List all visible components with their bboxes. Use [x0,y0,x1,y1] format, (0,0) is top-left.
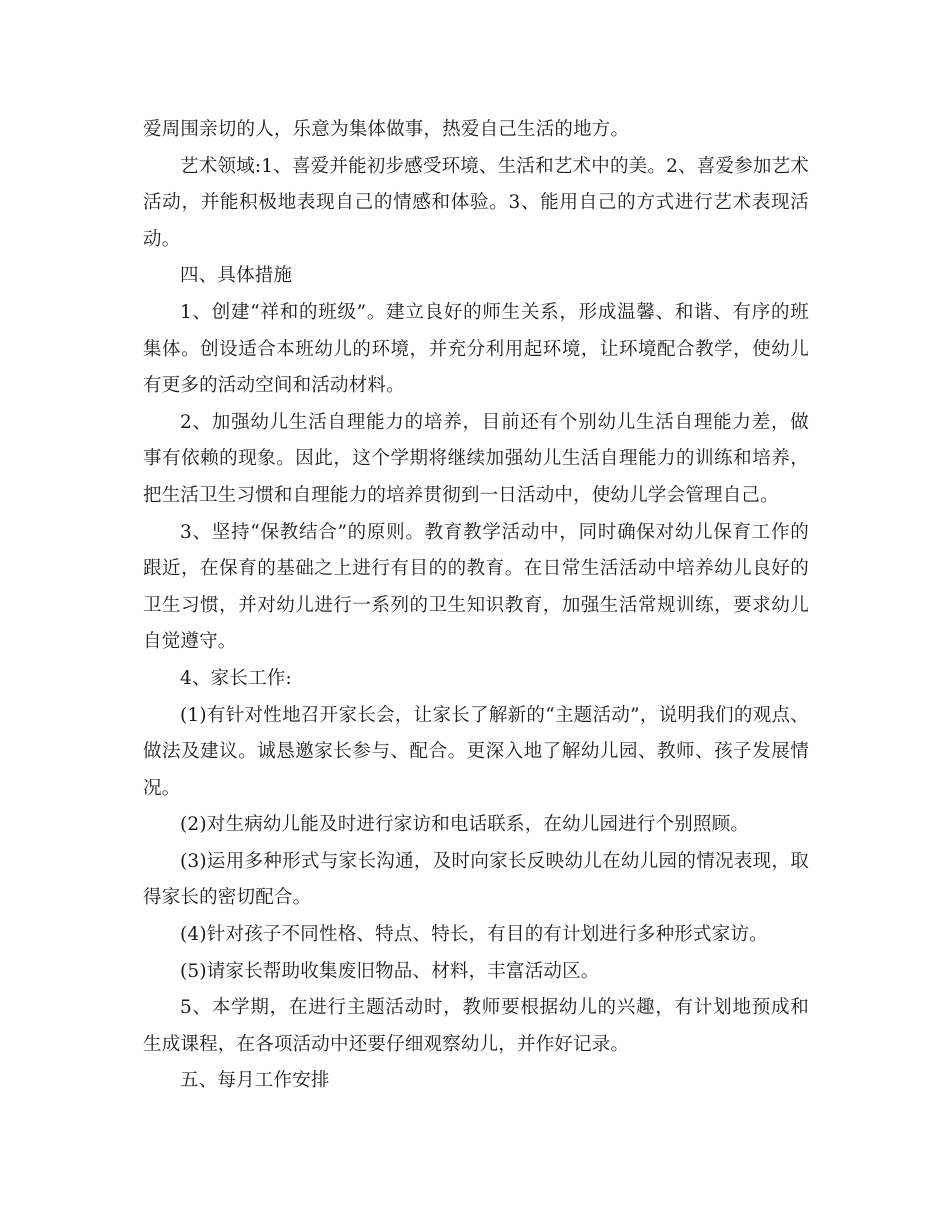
paragraph-subitem-5: (5)请家长帮助收集废旧物品、材料，丰富活动区。 [180,960,600,982]
section-heading-monthly-plan: 五、每月工作安排 [180,1070,330,1092]
paragraph-item-2: 2、加强幼儿生活自理能力的培养，目前还有个别幼儿生活自理能力差，做事有依赖的现象。因此，这个学期将继续加强幼儿生活自理能力的训练和培养，把生活卫生习惯和自理能力的培养贯彻到一日活动中，使幼儿学会管理自己。 [143,411,809,506]
paragraph-continuation: 爱周围亲切的人，乐意为集体做事，热爱自己生活的地方。 [143,119,630,140]
paragraph-subitem-2: (2)对生病幼儿能及时进行家访和电话联系，在幼儿园进行个别照顾。 [180,814,750,836]
paragraph-item-5: 5、本学期，在进行主题活动时，教师要根据幼儿的兴趣，有计划地预成和生成课程，在各项活动中还要仔细观察幼儿，并作好记录。 [143,997,809,1055]
document-body [143,112,809,1100]
paragraph-subitem-1: (1)有针对性地召开家长会，让家长了解新的“主题活动”，说明我们的观点、做法及建议。诚恳邀家长参与、配合。更深入地了解幼儿园、教师、孩子发展情况。 [143,704,809,799]
paragraph-item-4-heading: 4、家长工作: [180,667,292,689]
section-heading-measures: 四、具体措施 [180,265,293,287]
paragraph-subitem-3: (3)运用多种形式与家长沟通，及时向家长反映幼儿在幼儿园的情况表现，取得家长的密切配合。 [143,850,809,909]
paragraph-item-3: 3、坚持“保教结合”的原则。教育教学活动中，同时确保对幼儿保育工作的跟近，在保育的基础之上进行有目的的教育。在日常生活活动中培养幼儿良好的卫生习惯，并对幼儿进行一系列的卫生知识教育，加强生活常规训练，要求幼儿自觉遵守。 [143,521,809,653]
paragraph-art-domain: 艺术领域:1、喜爱并能初步感受环境、生活和艺术中的美。2、喜爱参加艺术活动，并能积极地表现自己的情感和体验。3、能用自己的方式进行艺术表现活动。 [143,155,809,250]
paragraph-item-1: 1、创建“祥和的班级”。建立良好的师生关系，形成温馨、和谐、有序的班集体。创设适合本班幼儿的环境，并充分利用起环境，让环境配合教学，使幼儿有更多的活动空间和活动材料。 [143,301,809,397]
paragraph-subitem-4: (4)针对孩子不同性格、特点、特长，有目的有计划进行多种形式家访。 [180,924,768,946]
